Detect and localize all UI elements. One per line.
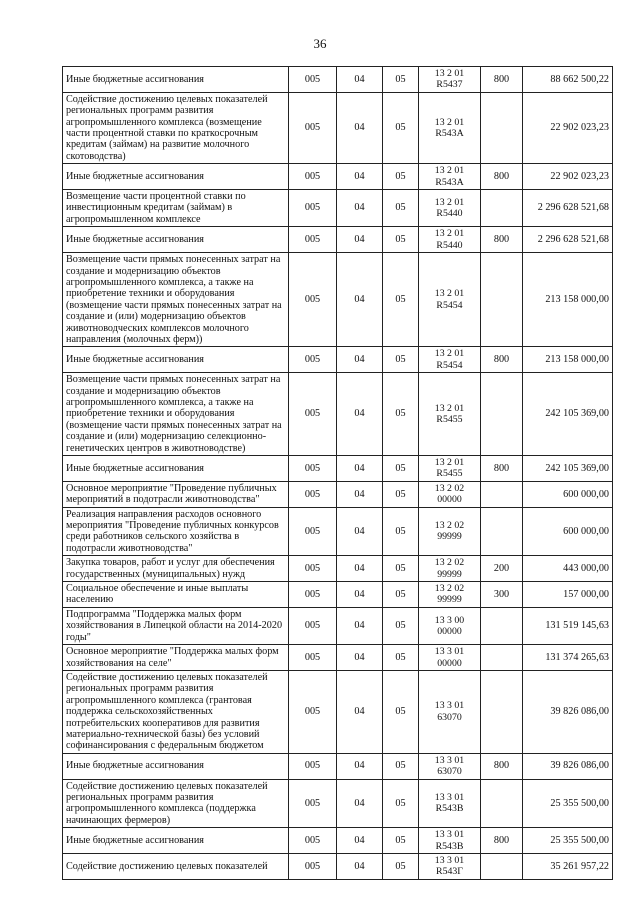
table-row [63,67,613,93]
row-csr-cell: 13 3 01 R543Г [419,854,481,880]
row-rz-cell: 04 [337,347,383,373]
page-number: 36 [313,36,327,51]
row-pr-cell: 05 [383,347,419,373]
row-ved-cell: 005 [289,645,337,671]
row-pr-cell: 05 [383,67,419,93]
row-vr-cell [481,253,523,347]
row-ved-cell: 005 [289,556,337,582]
table-row [63,779,613,828]
row-sum-cell: 25 355 500,00 [523,779,613,828]
row-pr-cell: 05 [383,854,419,880]
row-ved-cell: 005 [289,456,337,482]
row-sum-cell: 35 261 957,22 [523,854,613,880]
row-name-cell: Содействие достижению целевых показателей региональных программ развития агропромышленного комплекса (грантовая поддержка сельскохозяйственных потребительских кооперативов для развития материально-технической базы) без условий софинансирования с федеральным бюджетом [63,670,289,753]
row-ved-cell: 005 [289,190,337,227]
row-vr-cell [481,670,523,753]
row-name-cell: Основное мероприятие "Поддержка малых форм хозяйствования на селе" [63,645,289,671]
table-row [63,373,613,456]
row-sum-cell: 213 158 000,00 [523,253,613,347]
row-pr-cell: 05 [383,373,419,456]
row-ved-cell: 005 [289,779,337,828]
row-sum-cell: 443 000,00 [523,556,613,582]
table-row [63,507,613,556]
row-name-cell: Иные бюджетные ассигнования [63,347,289,373]
row-csr-cell: 13 3 01 00000 [419,645,481,671]
row-name-cell: Подпрограмма "Поддержка малых форм хозяйствования в Липецкой области на 2014-2020 годы" [63,607,289,644]
row-rz-cell: 04 [337,507,383,556]
row-csr-cell: 13 3 00 00000 [419,607,481,644]
row-name-cell: Содействие достижению целевых показателей [63,854,289,880]
row-vr-cell [481,507,523,556]
row-name-cell: Иные бюджетные ассигнования [63,753,289,779]
row-csr-cell: 13 2 01 R5455 [419,456,481,482]
row-name-cell: Содействие достижению целевых показателей региональных программ развития агропромышленного комплекса (возмещение части процентной ставки по краткосрочным кредитам (займам) на развитие молочного скотоводства) [63,92,289,163]
row-csr-cell: 13 2 01 R5454 [419,347,481,373]
row-name-cell: Иные бюджетные ассигнования [63,164,289,190]
row-vr-cell [481,779,523,828]
row-name-cell: Возмещение части прямых понесенных затрат на создание и модернизацию объектов агропромышленного комплекса, а также на приобретение техники и оборудования (возмещение части прямых понесенных затрат на создание и (или) модернизацию селекционно-генетических центров в животноводстве) [63,373,289,456]
row-pr-cell: 05 [383,670,419,753]
row-pr-cell: 05 [383,164,419,190]
row-pr-cell: 05 [383,507,419,556]
row-csr-cell: 13 2 02 99999 [419,582,481,608]
row-ved-cell: 005 [289,373,337,456]
row-sum-cell: 157 000,00 [523,582,613,608]
budget-table-body [63,67,613,880]
table-row [63,670,613,753]
table-row [63,347,613,373]
row-pr-cell: 05 [383,253,419,347]
row-ved-cell: 005 [289,227,337,253]
row-vr-cell [481,92,523,163]
row-rz-cell: 04 [337,456,383,482]
row-vr-cell [481,481,523,507]
row-ved-cell: 005 [289,347,337,373]
row-sum-cell: 25 355 500,00 [523,828,613,854]
row-vr-cell: 800 [481,456,523,482]
row-rz-cell: 04 [337,190,383,227]
row-ved-cell: 005 [289,507,337,556]
row-ved-cell: 005 [289,828,337,854]
row-vr-cell: 200 [481,556,523,582]
row-csr-cell: 13 2 02 99999 [419,556,481,582]
budget-table [62,66,613,880]
row-sum-cell: 39 826 086,00 [523,753,613,779]
row-vr-cell: 800 [481,347,523,373]
row-rz-cell: 04 [337,645,383,671]
table-row [63,753,613,779]
row-name-cell: Социальное обеспечение и иные выплаты населению [63,582,289,608]
row-csr-cell: 13 2 01 R5440 [419,190,481,227]
row-pr-cell: 05 [383,556,419,582]
row-sum-cell: 22 902 023,23 [523,164,613,190]
row-sum-cell: 131 519 145,63 [523,607,613,644]
row-sum-cell: 88 662 500,22 [523,67,613,93]
row-rz-cell: 04 [337,556,383,582]
row-pr-cell: 05 [383,481,419,507]
row-pr-cell: 05 [383,92,419,163]
row-name-cell: Возмещение части прямых понесенных затрат на создание и модернизацию объектов агропромышленного комплекса, а также на приобретение техники и оборудования (возмещение части прямых понесенных затрат на создание и (или) модернизацию объектов животноводческих комплексов молочного направления (молочных ферм)) [63,253,289,347]
row-sum-cell: 2 296 628 521,68 [523,227,613,253]
row-ved-cell: 005 [289,582,337,608]
table-row [63,582,613,608]
row-sum-cell: 242 105 369,00 [523,456,613,482]
row-vr-cell: 300 [481,582,523,608]
row-name-cell: Иные бюджетные ассигнования [63,67,289,93]
row-sum-cell: 213 158 000,00 [523,347,613,373]
row-rz-cell: 04 [337,854,383,880]
row-name-cell: Закупка товаров, работ и услуг для обеспечения государственных (муниципальных) нужд [63,556,289,582]
row-sum-cell: 22 902 023,23 [523,92,613,163]
row-rz-cell: 04 [337,753,383,779]
row-rz-cell: 04 [337,779,383,828]
row-vr-cell: 800 [481,828,523,854]
row-sum-cell: 131 374 265,63 [523,645,613,671]
table-row [63,481,613,507]
row-vr-cell: 800 [481,164,523,190]
row-rz-cell: 04 [337,92,383,163]
row-rz-cell: 04 [337,67,383,93]
row-pr-cell: 05 [383,645,419,671]
row-name-cell: Возмещение части процентной ставки по инвестиционным кредитам (займам) в агропромышленном комплексе [63,190,289,227]
row-ved-cell: 005 [289,670,337,753]
row-csr-cell: 13 2 01 R5454 [419,253,481,347]
row-rz-cell: 04 [337,670,383,753]
row-pr-cell: 05 [383,607,419,644]
row-vr-cell: 800 [481,753,523,779]
row-ved-cell: 005 [289,253,337,347]
row-csr-cell: 13 2 01 R543А [419,164,481,190]
row-rz-cell: 04 [337,828,383,854]
table-row [63,92,613,163]
row-rz-cell: 04 [337,607,383,644]
row-name-cell: Содействие достижению целевых показателей региональных программ развития агропромышленного комплекса (поддержка начинающих фермеров) [63,779,289,828]
row-sum-cell: 39 826 086,00 [523,670,613,753]
row-vr-cell: 800 [481,67,523,93]
row-pr-cell: 05 [383,190,419,227]
table-row [63,227,613,253]
row-sum-cell: 2 296 628 521,68 [523,190,613,227]
table-row [63,828,613,854]
row-vr-cell [481,854,523,880]
row-ved-cell: 005 [289,92,337,163]
row-pr-cell: 05 [383,828,419,854]
row-rz-cell: 04 [337,253,383,347]
row-name-cell: Иные бюджетные ассигнования [63,227,289,253]
row-vr-cell [481,607,523,644]
row-name-cell: Иные бюджетные ассигнования [63,828,289,854]
table-row [63,556,613,582]
row-rz-cell: 04 [337,481,383,507]
row-pr-cell: 05 [383,456,419,482]
table-row [63,607,613,644]
row-csr-cell: 13 2 01 R5437 [419,67,481,93]
row-pr-cell: 05 [383,779,419,828]
row-vr-cell [481,190,523,227]
row-name-cell: Реализация направления расходов основного мероприятия "Проведение публичных конкурсов среди работников сельского хозяйства в подотрасли животноводства" [63,507,289,556]
row-csr-cell: 13 3 01 R543В [419,828,481,854]
row-csr-cell: 13 3 01 63070 [419,670,481,753]
row-csr-cell: 13 2 02 00000 [419,481,481,507]
row-csr-cell: 13 2 01 R5440 [419,227,481,253]
row-ved-cell: 005 [289,67,337,93]
table-row [63,456,613,482]
row-ved-cell: 005 [289,753,337,779]
row-vr-cell [481,645,523,671]
row-csr-cell: 13 2 01 R543А [419,92,481,163]
row-rz-cell: 04 [337,582,383,608]
row-sum-cell: 600 000,00 [523,481,613,507]
row-pr-cell: 05 [383,753,419,779]
table-row [63,190,613,227]
row-sum-cell: 242 105 369,00 [523,373,613,456]
row-name-cell: Основное мероприятие "Проведение публичных мероприятий в подотрасли животноводства" [63,481,289,507]
row-pr-cell: 05 [383,227,419,253]
row-csr-cell: 13 2 01 R5455 [419,373,481,456]
row-rz-cell: 04 [337,164,383,190]
row-sum-cell: 600 000,00 [523,507,613,556]
table-row [63,253,613,347]
row-ved-cell: 005 [289,607,337,644]
row-csr-cell: 13 2 02 99999 [419,507,481,556]
row-csr-cell: 13 3 01 63070 [419,753,481,779]
row-rz-cell: 04 [337,373,383,456]
row-csr-cell: 13 3 01 R543В [419,779,481,828]
row-vr-cell [481,373,523,456]
row-rz-cell: 04 [337,227,383,253]
row-ved-cell: 005 [289,481,337,507]
table-row [63,164,613,190]
table-row [63,854,613,880]
row-pr-cell: 05 [383,582,419,608]
row-ved-cell: 005 [289,164,337,190]
table-row [63,645,613,671]
row-vr-cell: 800 [481,227,523,253]
row-name-cell: Иные бюджетные ассигнования [63,456,289,482]
row-ved-cell: 005 [289,854,337,880]
